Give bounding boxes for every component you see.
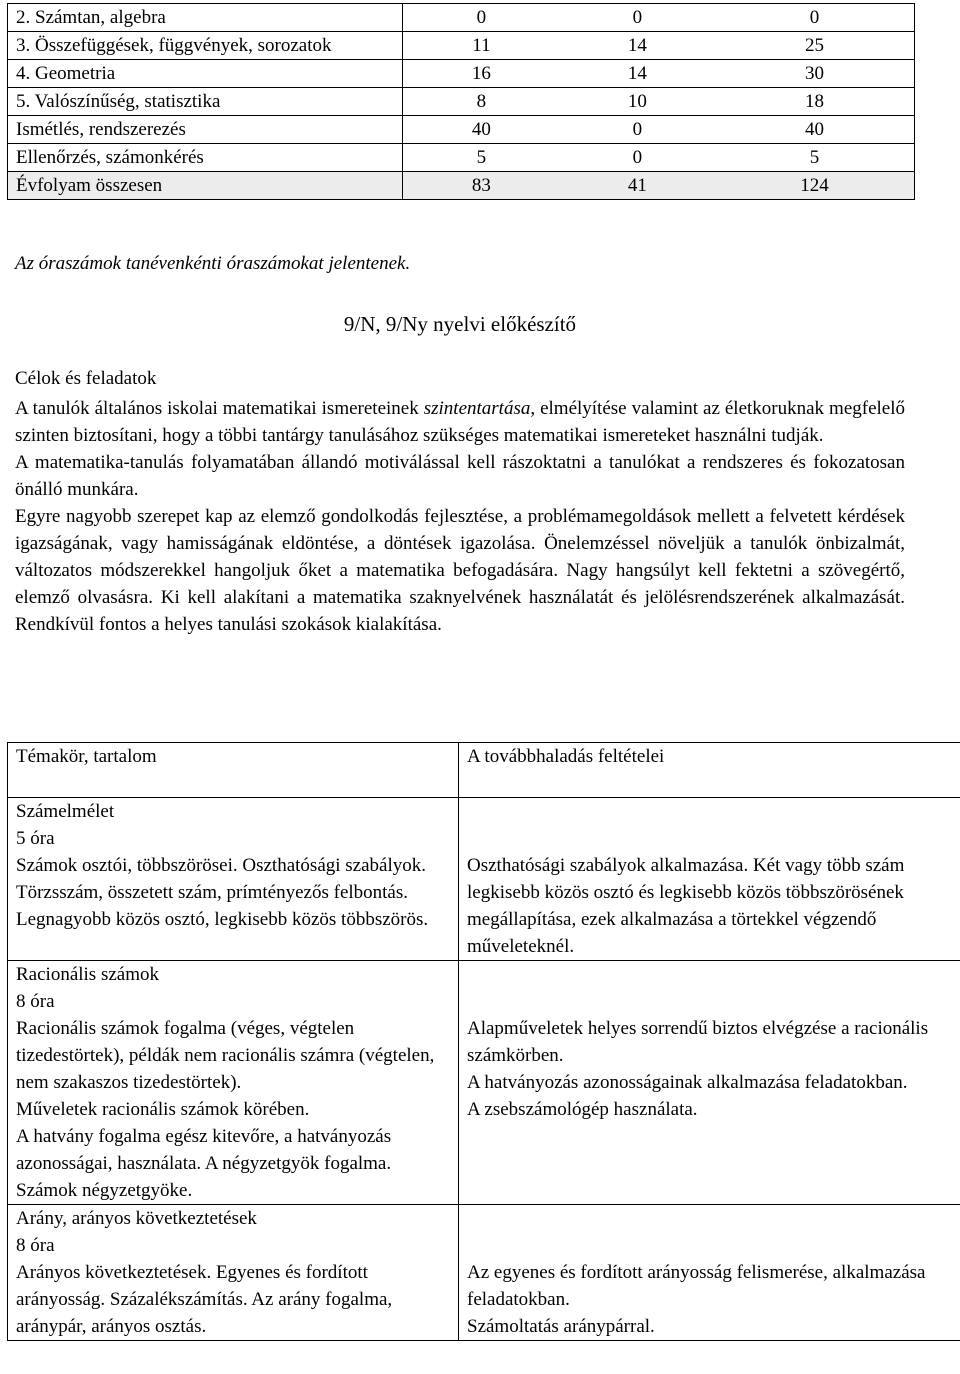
requirement-item: A hatványozás azonosságainak alkalmazása feladatokban.	[467, 1072, 908, 1093]
topic-title-cell	[8, 1205, 459, 1260]
row-value: 25	[715, 32, 915, 60]
row-value: 40	[403, 116, 560, 144]
row-value: 14	[560, 60, 715, 88]
topic-hours: 8 óra	[16, 991, 55, 1012]
row-value: 0	[560, 116, 715, 144]
content-item: Racionális számok fogalma (véges, végtelen tizedestörtek), példák nem racionális számra (végtelen, nem szakaszos tizedestörtek).	[16, 1018, 435, 1093]
goals-paragraph: Egyre nagyobb szerepet kap az elemző gondolkodás fejlesztése, a problémamegoldások mellett a felvetett kérdések igazságának, vagy hamisságának eldöntése, a döntések igazolása. Önelemzéssel növeljük a tanulók önbizalmát, változatos módszerekkel hangoljuk őket a matematika befogadására. Nagy hangsúlyt kell fektetni a szövegértő, elemző olvasásra. Ki kell alakítani a matematika szaknyelvének használatát és jelölésrendszerének alkalmazását. Rendkívül fontos a helyes tanulási szokások kialakítása.	[15, 506, 905, 635]
topic-title-row	[8, 1205, 960, 1260]
content-item: Legnagyobb közös osztó, legkisebb közös többszörös.	[16, 909, 429, 930]
content-item: Számok osztói, többszörösei. Oszthatósági szabályok. Törzsszám, összetett szám, prímtényezős felbontás.	[16, 855, 427, 903]
row-value: 0	[715, 4, 915, 32]
topic-title: Számelmélet	[16, 801, 115, 822]
row-value: 41	[560, 172, 715, 200]
row-label: 5. Valószínűség, statisztika	[8, 88, 403, 116]
topic-title-cell	[8, 961, 459, 1016]
goals-paragraph	[15, 395, 905, 449]
text-span: A tanulók általános iskolai matematikai ismereteinek	[15, 398, 424, 419]
row-value: 8	[403, 88, 560, 116]
row-value: 30	[715, 60, 915, 88]
requirement-item: Alapműveletek helyes sorrendű biztos elvégzése a racionális számkörben.	[467, 1018, 929, 1066]
row-label: Évfolyam összesen	[8, 172, 403, 200]
row-value: 14	[560, 32, 715, 60]
hours-table	[7, 3, 915, 200]
table-row	[8, 88, 915, 116]
row-value: 10	[560, 88, 715, 116]
goals-heading: Célok és feladatok	[15, 368, 157, 389]
requirement-item: A zsebszámológép használata.	[467, 1099, 698, 1120]
empty-cell	[459, 961, 960, 1016]
content-item: Arányos következtetések. Egyenes és fordított arányosság. Százalékszámítás. Az arány fogalma, aránypár, arányos osztás.	[16, 1262, 393, 1337]
table-row	[8, 4, 915, 32]
row-value: 40	[715, 116, 915, 144]
topic-requirements	[459, 1015, 960, 1205]
section-title: 9/N, 9/Ny nyelvi előkészítő	[343, 312, 577, 336]
row-value: 0	[403, 4, 560, 32]
header-topic: Témakör, tartalom	[8, 743, 459, 798]
goals-text	[15, 395, 905, 638]
topic-title: Arány, arányos következtetések	[16, 1208, 257, 1229]
topic-title-cell	[8, 798, 459, 853]
emphasis-text: szintentartása	[423, 398, 531, 419]
empty-cell	[459, 798, 960, 853]
requirement-item: Az egyenes és fordított arányosság felismerése, alkalmazása feladatokban.	[467, 1262, 926, 1310]
table-row	[8, 32, 915, 60]
requirement-item: Oszthatósági szabályok alkalmazása. Két vagy több szám legkisebb közös osztó és legkisebb közös többszörösének megállapítása, ezek alkalmazása a törtekkel végzendő műveleteknél.	[467, 855, 905, 957]
row-value: 0	[560, 144, 715, 172]
topic-content	[8, 852, 459, 961]
requirement-item: Számoltatás aránypárral.	[467, 1316, 655, 1337]
row-value: 16	[403, 60, 560, 88]
table-row	[8, 116, 915, 144]
hours-note: Az óraszámok tanévenkénti óraszámokat jelentenek.	[15, 253, 411, 274]
row-value: 5	[403, 144, 560, 172]
topic-title-row	[8, 961, 960, 1016]
row-value: 5	[715, 144, 915, 172]
row-label: Ellenőrzés, számonkérés	[8, 144, 403, 172]
topic-title: Racionális számok	[16, 964, 159, 985]
topic-content-row	[8, 852, 960, 961]
row-value: 18	[715, 88, 915, 116]
topics-table	[7, 742, 960, 1341]
row-label: Ismétlés, rendszerezés	[8, 116, 403, 144]
row-label: 3. Összefüggések, függvények, sorozatok	[8, 32, 403, 60]
row-value: 0	[560, 4, 715, 32]
topic-content-row	[8, 1259, 960, 1341]
goals-paragraph: A matematika-tanulás folyamatában állandó motiválással kell rászoktatni a tanulókat a rendszeres és fokozatosan önálló munkára.	[15, 452, 905, 500]
table-row	[8, 60, 915, 88]
topic-requirements	[459, 1259, 960, 1341]
row-label: 2. Számtan, algebra	[8, 4, 403, 32]
row-value: 124	[715, 172, 915, 200]
row-value: 11	[403, 32, 560, 60]
topic-requirements	[459, 852, 960, 961]
content-item: Műveletek racionális számok körében.	[16, 1099, 310, 1120]
topic-hours: 5 óra	[16, 828, 55, 849]
row-value: 83	[403, 172, 560, 200]
table-row	[8, 144, 915, 172]
empty-cell	[459, 1205, 960, 1260]
table-header-row	[8, 743, 960, 798]
text-span: , elmélyítése valamint az életkoruknak megfelelő szinten biztosítani, hogy a többi tantárgy tanulásához szükséges matematikai ismereteket használni tudják.	[15, 398, 906, 446]
topic-content	[8, 1015, 459, 1205]
table-row-total	[8, 172, 915, 200]
topic-content	[8, 1259, 459, 1341]
topic-content-row	[8, 1015, 960, 1205]
content-item: A hatvány fogalma egész kitevőre, a hatványozás azonosságai, használata. A négyzetgyök fogalma. Számok négyzetgyöke.	[16, 1126, 392, 1201]
header-requirements: A továbbhaladás feltételei	[459, 743, 960, 798]
row-label: 4. Geometria	[8, 60, 403, 88]
topic-hours: 8 óra	[16, 1235, 55, 1256]
topic-title-row	[8, 798, 960, 853]
